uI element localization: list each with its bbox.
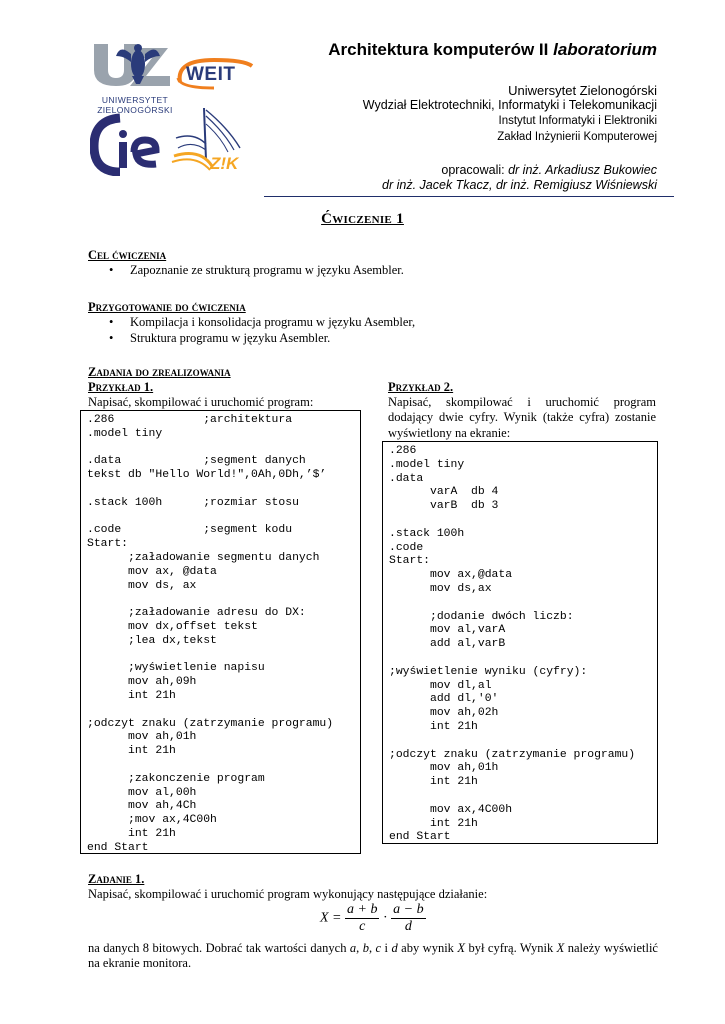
task1-heading: Zadanie 1. <box>88 872 145 886</box>
uz-caption-line1: UNIWERSYTET <box>101 95 169 105</box>
weit-text: WEIT <box>186 64 236 85</box>
cie-mark-icon <box>90 112 160 176</box>
department-name: Zakład Inżynierii Komputerowej <box>497 131 657 143</box>
preparation-section <box>88 300 658 346</box>
institute-name: Instytut Informatyki i Elektroniki <box>498 115 657 127</box>
formula-op: · <box>382 910 388 926</box>
prepared-line2: dr inż. Jacek Tkacz, dr inż. Remigiusz Wiśniewski <box>382 178 657 192</box>
goal-heading: Cel ćwiczenia <box>88 248 167 262</box>
goal-list <box>88 263 658 279</box>
prepared-prefix: opracowali: <box>441 163 509 177</box>
zik-logo <box>170 104 258 178</box>
zik-text: Z!K <box>210 154 239 173</box>
formula-fraction-1 <box>345 902 379 935</box>
uz-logo <box>90 40 180 115</box>
university-name: Uniwersytet Zielonogórski <box>508 83 657 98</box>
faculty-name: Wydział Elektrotechniki, Informatyki i Telekomunikacji <box>362 98 657 112</box>
preparation-list <box>88 315 658 346</box>
formula-frac1-num: a + b <box>347 902 378 917</box>
example1-code: .286 ;architektura .model tiny .data ;segment danych tekst db "Hello World!",0Ah,0Dh,’$’ .stack 100h ;rozmiar stosu .code ;segment kodu Start: ;załadowanie segmentu danych mov ax, @data mov ds, ax ;załadowanie adresu do DX: mov dx,offset tekst ;lea dx,tekst ;wyświetlenie napisu mov ah,09h int 21h ;odczyt znaku (zatrzymanie programu) mov ah,01h int 21h ;zakonczenie program mov al,00h mov ah,4Ch ;mov ax,4C00h int 21h end Start <box>87 414 334 854</box>
uz-caption-line2: ZIELONOGÓRSKI <box>97 105 173 115</box>
task1-formula <box>320 902 426 935</box>
formula-lhs: X = <box>320 910 342 926</box>
preparation-item: • Kompilacja i konsolidacja programu w języku Asembler, <box>88 315 658 331</box>
task1-text: Napisać, skompilować i uruchomić program wykonujący następujące działanie: <box>88 887 488 901</box>
example2-code: .286 .model tiny .data varA db 4 varB db 3 .stack 100h .code Start: mov ax,@data mov ds,ax ;dodanie dwóch liczb: mov al,varA add al,varB ;wyświetlenie wyniku (cyfry): mov dl,al add dl,'0' mov ah,02h int 21h ;odczyt znaku (zatrzymanie programu) mov ah,01h int 21h mov ax,4C00h int 21h end Start <box>389 445 636 844</box>
exercise-title: Ćwiczenie 1 <box>321 211 404 227</box>
preparation-item: • Struktura programu w języku Asembler. <box>88 331 658 347</box>
header-rule <box>264 196 674 197</box>
tasks-heading: Zadania do zrealizowania <box>88 365 231 379</box>
example1-section <box>88 380 363 410</box>
goal-item: • Zapoznanie ze strukturą programu w języku Asembler. <box>88 263 658 279</box>
formula-frac2-den: d <box>404 919 412 934</box>
formula-frac2-num: a − b <box>393 902 424 917</box>
prepared-line1: dr inż. Arkadiusz Bukowiec <box>508 163 657 177</box>
example2-code-box <box>382 441 658 844</box>
course-title-main: Architektura komputerów II <box>328 40 549 59</box>
example2-heading: Przykład 2. <box>388 380 454 394</box>
prepared-by <box>441 163 657 177</box>
formula-fraction-2 <box>391 902 425 935</box>
task1-description: na danych 8 bitowych. Dobrać tak wartości danych a, b, c i d aby wynik X był cyfrą. Wynik X należy wyświetlić na ekranie monitora. <box>88 941 658 971</box>
course-title <box>328 40 657 60</box>
weit-logo <box>174 56 256 92</box>
formula-frac1-den: c <box>359 919 366 934</box>
example1-code-box <box>80 410 361 854</box>
example2-text: Napisać, skompilować i uruchomić program dodający dwie cyfry. Wynik (także cyfra) zostanie wyświetlony na ekranie: <box>388 395 656 440</box>
goal-section <box>88 248 658 279</box>
preparation-heading: Przygotowanie do ćwiczenia <box>88 300 246 314</box>
course-title-italic: laboratorium <box>553 40 657 59</box>
task1-section <box>88 872 658 902</box>
cie-logo <box>90 112 160 176</box>
example2-section <box>388 380 656 441</box>
example1-text: Napisać, skompilować i uruchomić program: <box>88 395 314 409</box>
example1-heading: Przykład 1. <box>88 380 154 394</box>
uz-emblem-icon <box>90 40 180 88</box>
